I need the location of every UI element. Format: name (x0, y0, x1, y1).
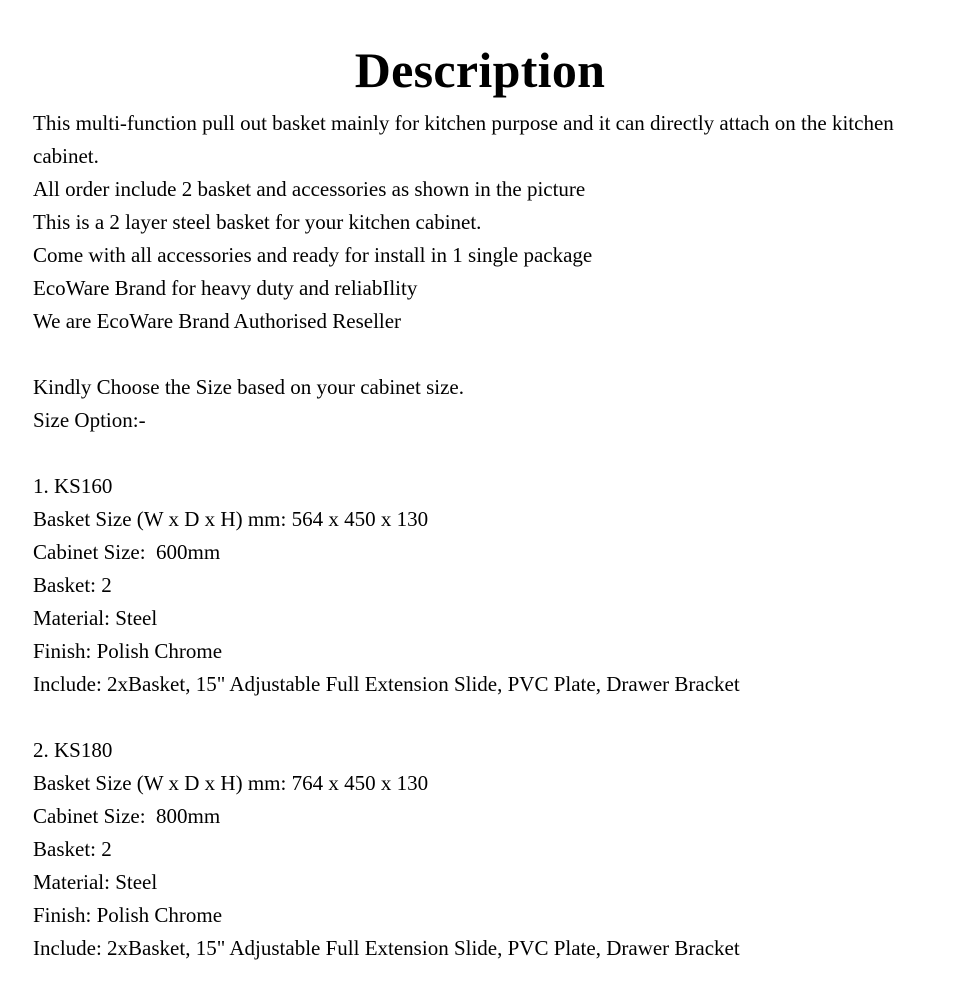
intro-line: This multi-function pull out basket mainly for kitchen purpose and it can directly attach on the kitchen cabinet. (33, 111, 900, 168)
blank-line (33, 437, 933, 470)
page-title: Description (354, 42, 606, 98)
size-intro-line: Kindly Choose the Size based on your cabinet size. (33, 375, 464, 399)
option-material: Material: Steel (33, 606, 158, 630)
intro-line: Come with all accessories and ready for install in 1 single package (33, 243, 593, 267)
size-intro-line: Size Option:- (33, 408, 146, 432)
option-basket-size: Basket Size (W x D x H) mm: 764 x 450 x 130 (33, 771, 429, 795)
option-basket-count: Basket: 2 (33, 573, 112, 597)
option-name: 2. KS180 (33, 738, 113, 762)
size-option-ks180 (33, 734, 933, 965)
blank-line (33, 701, 933, 734)
blank-line (33, 338, 933, 371)
option-basket-size: Basket Size (W x D x H) mm: 564 x 450 x 130 (33, 507, 429, 531)
option-cabinet-size: Cabinet Size: 600mm (33, 540, 221, 564)
option-cabinet-size: Cabinet Size: 800mm (33, 804, 221, 828)
option-basket-count: Basket: 2 (33, 837, 112, 861)
option-finish: Finish: Polish Chrome (33, 639, 223, 663)
option-name: 1. KS160 (33, 474, 113, 498)
option-include: Include: 2xBasket, 15" Adjustable Full Extension Slide, PVC Plate, Drawer Bracket (33, 936, 740, 960)
intro-line: We are EcoWare Brand Authorised Reseller (33, 309, 402, 333)
intro-line: This is a 2 layer steel basket for your kitchen cabinet. (33, 210, 482, 234)
size-option-ks160 (33, 470, 933, 701)
description-body (33, 107, 933, 965)
option-material: Material: Steel (33, 870, 158, 894)
option-include: Include: 2xBasket, 15" Adjustable Full Extension Slide, PVC Plate, Drawer Bracket (33, 672, 740, 696)
option-finish: Finish: Polish Chrome (33, 903, 223, 927)
intro-line: All order include 2 basket and accessories as shown in the picture (33, 177, 586, 201)
intro-line: EcoWare Brand for heavy duty and reliabIlity (33, 276, 418, 300)
